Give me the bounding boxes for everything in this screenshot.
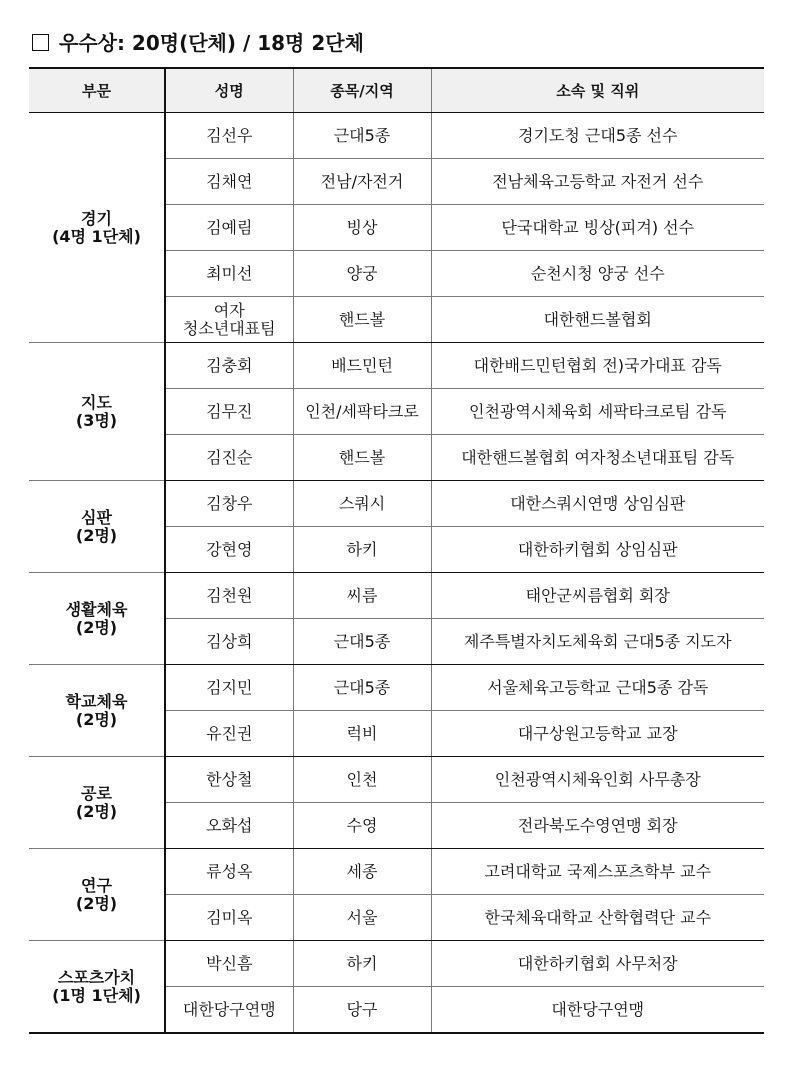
affiliation-cell: 인천광역시체육인회 사무총장	[431, 757, 764, 803]
affiliation-cell: 대한당구연맹	[431, 987, 764, 1034]
sport-cell: 인천/세팍타크로	[293, 389, 431, 435]
affiliation-cell: 서울체육고등학교 근대5종 감독	[431, 665, 764, 711]
sport-cell: 당구	[293, 987, 431, 1034]
affiliation-cell: 전남체육고등학교 자전거 선수	[431, 159, 764, 205]
sport-cell: 근대5종	[293, 665, 431, 711]
affiliation-cell: 경기도청 근대5종 선수	[431, 113, 764, 159]
division-cell	[29, 665, 165, 757]
sport-cell: 럭비	[293, 711, 431, 757]
division-label: 심판	[81, 507, 112, 527]
name-cell: 김충회	[165, 343, 293, 389]
sport-cell: 수영	[293, 803, 431, 849]
affiliation-cell: 인천광역시체육회 세팍타크로팀 감독	[431, 389, 764, 435]
sport-cell: 씨름	[293, 573, 431, 619]
affiliation-cell: 고려대학교 국제스포츠학부 교수	[431, 849, 764, 895]
sport-cell: 근대5종	[293, 113, 431, 159]
division-label: 생활체육	[65, 599, 128, 619]
division-label: 지도	[81, 392, 112, 412]
division-cell	[29, 941, 165, 1034]
division-count: (3명)	[75, 410, 118, 430]
sport-cell: 빙상	[293, 205, 431, 251]
header-affiliation: 소속 및 직위	[431, 68, 764, 113]
name-cell: 김창우	[165, 481, 293, 527]
sport-cell: 핸드볼	[293, 297, 431, 343]
name-cell: 강현영	[165, 527, 293, 573]
affiliation-cell: 제주특별자치도체육회 근대5종 지도자	[431, 619, 764, 665]
name-cell: 김미옥	[165, 895, 293, 941]
affiliation-cell: 태안군씨름협회 회장	[431, 573, 764, 619]
sport-cell: 하키	[293, 941, 431, 987]
name-cell: 김무진	[165, 389, 293, 435]
name-cell: 김지민	[165, 665, 293, 711]
division-count: (4명 1단체)	[52, 226, 141, 246]
division-label: 스포츠가치	[57, 967, 136, 987]
affiliation-cell: 대한하키협회 사무처장	[431, 941, 764, 987]
table-row	[29, 941, 764, 987]
name-cell: 김선우	[165, 113, 293, 159]
section-title	[32, 28, 364, 58]
affiliation-cell: 단국대학교 빙상(피겨) 선수	[431, 205, 764, 251]
division-cell	[29, 849, 165, 941]
checkbox-icon	[32, 34, 49, 51]
header-division: 부문	[29, 68, 165, 113]
sport-cell: 핸드볼	[293, 435, 431, 481]
sport-cell: 스쿼시	[293, 481, 431, 527]
table-row	[29, 757, 764, 803]
table-header-row	[29, 68, 764, 113]
name-cell: 최미선	[165, 251, 293, 297]
name-cell: 김상희	[165, 619, 293, 665]
division-cell	[29, 757, 165, 849]
header-name: 성명	[165, 68, 293, 113]
section-title-text: 우수상: 20명(단체) / 18명 2단체	[59, 31, 364, 55]
table-row	[29, 481, 764, 527]
sport-cell: 하키	[293, 527, 431, 573]
name-cell: 한상철	[165, 757, 293, 803]
name-line-2: 청소년대표팀	[182, 318, 276, 338]
division-label: 공로	[81, 783, 112, 803]
division-label: 연구	[81, 875, 112, 895]
name-cell: 류성옥	[165, 849, 293, 895]
table-row	[29, 665, 764, 711]
affiliation-cell: 대한핸드볼협회	[431, 297, 764, 343]
affiliation-cell: 순천시청 양궁 선수	[431, 251, 764, 297]
sport-cell: 세종	[293, 849, 431, 895]
awards-table	[29, 67, 764, 1034]
table-row	[29, 573, 764, 619]
affiliation-cell: 한국체육대학교 산학협력단 교수	[431, 895, 764, 941]
affiliation-cell: 대한핸드볼협회 여자청소년대표팀 감독	[431, 435, 764, 481]
table-row	[29, 113, 764, 159]
sport-cell: 인천	[293, 757, 431, 803]
division-count: (2명)	[75, 893, 118, 913]
name-cell: 유진권	[165, 711, 293, 757]
division-count: (2명)	[75, 617, 118, 637]
sport-cell: 배드민턴	[293, 343, 431, 389]
sport-cell: 서울	[293, 895, 431, 941]
header-sport: 종목/지역	[293, 68, 431, 113]
affiliation-cell: 대한배드민턴협회 전)국가대표 감독	[431, 343, 764, 389]
affiliation-cell: 대한스쿼시연맹 상임심판	[431, 481, 764, 527]
sport-cell: 양궁	[293, 251, 431, 297]
division-count: (2명)	[75, 525, 118, 545]
name-cell: 오화섭	[165, 803, 293, 849]
name-cell: 김천원	[165, 573, 293, 619]
affiliation-cell: 전라북도수영연맹 회장	[431, 803, 764, 849]
division-cell	[29, 343, 165, 481]
name-cell: 김예림	[165, 205, 293, 251]
affiliation-cell: 대한하키협회 상임심판	[431, 527, 764, 573]
affiliation-cell: 대구상원고등학교 교장	[431, 711, 764, 757]
sport-cell: 근대5종	[293, 619, 431, 665]
name-line-1: 여자	[213, 300, 245, 320]
name-cell	[165, 297, 293, 343]
division-count: (1명 1단체)	[52, 985, 141, 1005]
table-row	[29, 849, 764, 895]
division-cell	[29, 113, 165, 343]
division-cell	[29, 573, 165, 665]
division-cell	[29, 481, 165, 573]
division-label: 경기	[81, 208, 112, 228]
division-count: (2명)	[75, 709, 118, 729]
name-cell: 박신흠	[165, 941, 293, 987]
sport-cell: 전남/자전거	[293, 159, 431, 205]
name-cell: 김채연	[165, 159, 293, 205]
name-cell: 김진순	[165, 435, 293, 481]
table-row	[29, 343, 764, 389]
name-cell: 대한당구연맹	[165, 987, 293, 1034]
division-count: (2명)	[75, 801, 118, 821]
division-label: 학교체육	[65, 691, 128, 711]
